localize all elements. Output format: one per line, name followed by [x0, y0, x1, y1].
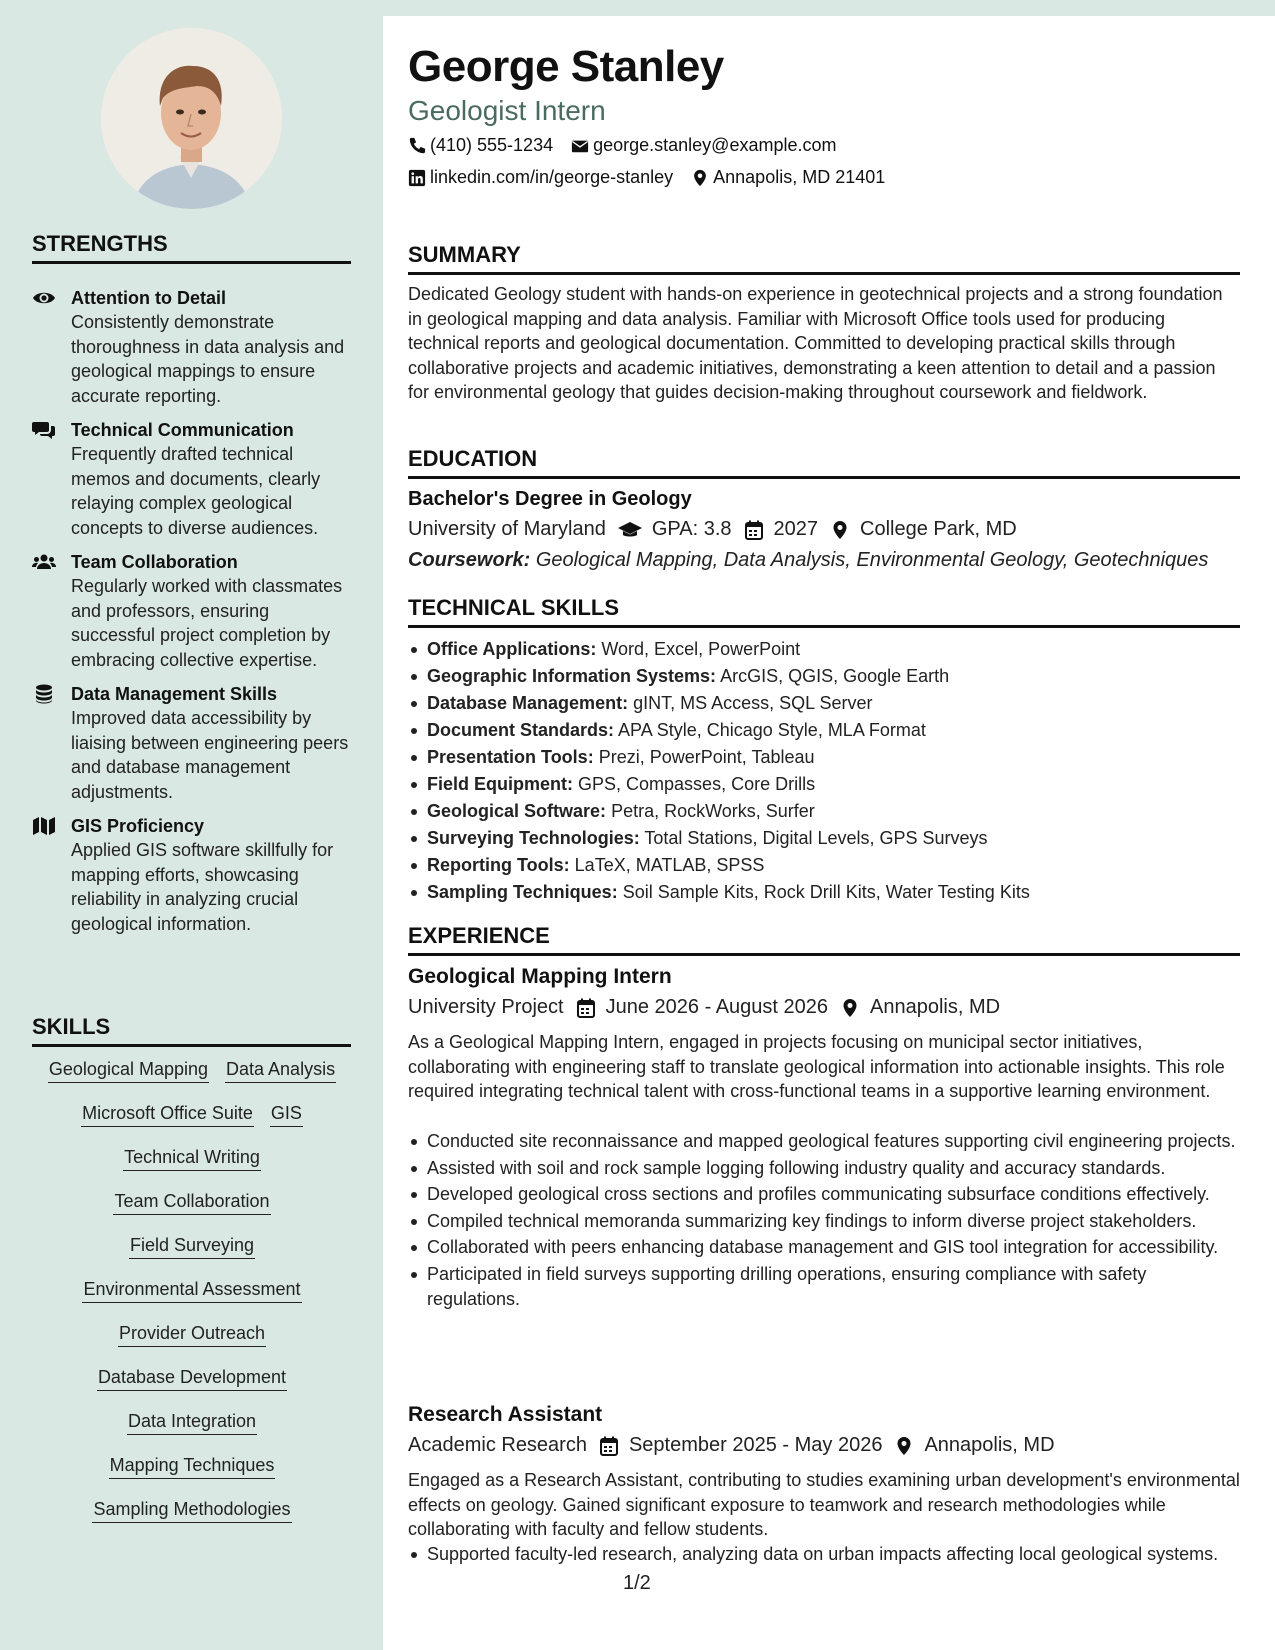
email-contact[interactable]: [571, 135, 836, 156]
map-marker-icon: [830, 520, 850, 540]
summary-text: Dedicated Geology student with hands-on experience in geotechnical projects and a strong foundation in geological mapping and data analysis. Familiar with Microsoft Office tools used for producing technical reports and geological documentation. Committed to developing practical skills through collaborative projects and academic initiatives, demonstrating a keen attention to detail and a passion for environmental geology that guides decision-making throughout coursework and fieldwork.: [408, 284, 1223, 403]
tech-skill-item: [408, 771, 1240, 798]
job-org-text: Academic Research: [408, 1434, 587, 1456]
tech-skill-item: [408, 636, 1240, 663]
job-meta: [408, 1434, 1067, 1457]
job-org: [408, 996, 564, 1019]
skill-tag: Geological Mapping: [48, 1058, 209, 1083]
job-summary: Engaged as a Research Assistant, contributing to studies examining urban development's environmental effects on geology. Gained significant exposure to teamwork and research methodologies while collaborating with faculty and fellow students.: [408, 1470, 1240, 1540]
tech-skill-value: Word, Excel, PowerPoint: [601, 639, 801, 659]
tech-skill-item: [408, 663, 1240, 690]
tech-skill-value: GPS, Compasses, Core Drills: [578, 774, 816, 794]
tech-skill-value: Petra, RockWorks, Surfer: [611, 801, 815, 821]
gpa-text: GPA: 3.8: [651, 518, 732, 540]
education-heading: EDUCATION: [408, 446, 1240, 479]
year-item: [744, 518, 819, 541]
tech-skill-value: Prezi, PowerPoint, Tableau: [598, 747, 815, 767]
strength-description: Regularly worked with classmates and professors, ensuring successful project completion by embracing collective expertise.: [71, 576, 343, 670]
job-bullets: [408, 1542, 1240, 1567]
experience-heading: EXPERIENCE: [408, 923, 1240, 956]
job-summary: As a Geological Mapping Intern, engaged in projects focusing on municipal sector initiatives, collaborating with engineering staff to translate geological information into actionable insights. This role required integrating technical talent with cross-functional teams in a supportive learning environment.: [408, 1032, 1225, 1102]
tech-skill-label: Geographic Information Systems:: [427, 666, 717, 686]
job-dates: [599, 1434, 883, 1457]
database-icon: [32, 684, 56, 704]
skill-tag: Environmental Assessment: [82, 1278, 301, 1303]
location-contact: [691, 167, 885, 188]
skills-list: [32, 1058, 352, 1542]
strength-item: [32, 418, 352, 540]
school-text: University of Maryland: [408, 518, 606, 540]
job-bullet: Collaborated with peers enhancing database management and GIS tool integration for accessibility.: [408, 1235, 1240, 1260]
tech-skill-value: Soil Sample Kits, Rock Drill Kits, Water Testing Kits: [622, 882, 1030, 902]
linkedin-contact[interactable]: [408, 167, 673, 188]
tech-skill-value: gINT, MS Access, SQL Server: [633, 693, 873, 713]
phone-contact[interactable]: [408, 135, 553, 156]
tech-skill-label: Geological Software:: [427, 801, 607, 821]
strength-item: [32, 814, 352, 936]
strength-title: Data Management Skills: [71, 684, 278, 704]
tech-skill-label: Field Equipment:: [427, 774, 573, 794]
year-text: 2027: [773, 518, 819, 540]
strength-item: [32, 550, 352, 672]
skill-tag: Field Surveying: [129, 1234, 255, 1259]
job-org-text: University Project: [408, 996, 564, 1018]
eye-icon: [32, 288, 56, 308]
degree-title: Bachelor's Degree in Geology: [408, 488, 692, 510]
top-accent-strip: [383, 0, 1275, 16]
skill-tag: Technical Writing: [123, 1146, 261, 1171]
skills-heading: SKILLS: [32, 1014, 351, 1047]
job-bullet: Participated in field surveys supporting drilling operations, ensuring compliance with safety regulations.: [408, 1262, 1240, 1311]
coursework-label: Coursework:: [408, 549, 531, 571]
comments-icon: [32, 420, 56, 440]
tech-skill-label: Sampling Techniques:: [427, 882, 618, 902]
skill-tag: Data Analysis: [225, 1058, 336, 1083]
technical-skills-heading: TECHNICAL SKILLS: [408, 595, 1240, 628]
tech-skill-value: APA Style, Chicago Style, MLA Format: [618, 720, 926, 740]
education-meta: [408, 518, 1029, 541]
skill-tag: Team Collaboration: [113, 1190, 270, 1215]
strength-title: Team Collaboration: [71, 552, 238, 572]
graduation-cap-icon: [618, 520, 642, 540]
tech-skill-item: [408, 798, 1240, 825]
calendar-icon: [744, 520, 764, 540]
tech-skill-item: [408, 744, 1240, 771]
linkedin-icon: [408, 169, 426, 187]
strength-description: Consistently demonstrate thoroughness in data analysis and geological mappings to ensure accurate reporting.: [71, 312, 345, 406]
map-marker-icon: [691, 169, 709, 187]
tech-skill-item: [408, 717, 1240, 744]
strength-description: Applied GIS software skillfully for mapping efforts, showcasing reliability in analyzing crucial geological information.: [71, 840, 334, 934]
tech-skill-item: [408, 879, 1240, 906]
strength-item: [32, 682, 352, 804]
strengths-list: [32, 286, 352, 946]
technical-skills-list: [408, 636, 1240, 906]
phone-text: (410) 555-1234: [430, 135, 554, 155]
job-bullet: Conducted site reconnaissance and mapped geological features supporting civil engineering projects.: [408, 1129, 1240, 1154]
strength-title: Technical Communication: [71, 420, 294, 440]
job-dates-text: June 2026 - August 2026: [605, 996, 829, 1018]
job-meta: [408, 996, 1012, 1019]
candidate-role: Geologist Intern: [408, 95, 606, 126]
tech-skill-label: Office Applications:: [427, 639, 597, 659]
strength-item: [32, 286, 352, 408]
portrait-photo: [101, 28, 282, 209]
tech-skill-label: Document Standards:: [427, 720, 615, 740]
tech-skill-label: Presentation Tools:: [427, 747, 594, 767]
strength-description: Frequently drafted technical memos and documents, clearly relaying complex geological concepts to diverse audiences.: [71, 444, 321, 538]
job-title: Geological Mapping Intern: [408, 965, 672, 988]
map-marker-icon: [840, 998, 860, 1018]
contact-line-2: [408, 167, 903, 188]
skill-tag: GIS: [270, 1102, 303, 1127]
avatar: [101, 28, 282, 209]
job-bullet: Compiled technical memoranda summarizing key findings to inform diverse project stakeholders.: [408, 1209, 1240, 1234]
coursework-line: [408, 549, 1208, 572]
job-location-text: Annapolis, MD: [924, 1434, 1055, 1456]
tech-skill-label: Reporting Tools:: [427, 855, 570, 875]
map-icon: [32, 816, 56, 836]
page-number: 1/2: [623, 1572, 651, 1594]
skill-tag: Mapping Techniques: [109, 1454, 276, 1479]
tech-skill-label: Database Management:: [427, 693, 629, 713]
job-bullet: Developed geological cross sections and profiles communicating subsurface conditions effectively.: [408, 1182, 1240, 1207]
job-dates-text: September 2025 - May 2026: [628, 1434, 883, 1456]
skill-tag: Data Integration: [127, 1410, 257, 1435]
strength-title: GIS Proficiency: [71, 816, 205, 836]
skill-tag: Provider Outreach: [118, 1322, 266, 1347]
strength-description: Improved data accessibility by liaising between engineering peers and database management adjustments.: [71, 708, 349, 802]
job-title: Research Assistant: [408, 1403, 603, 1426]
job-location: [840, 996, 1000, 1019]
location-text: Annapolis, MD 21401: [713, 167, 886, 187]
envelope-icon: [571, 137, 589, 155]
strengths-heading: STRENGTHS: [32, 231, 351, 264]
job-dates: [576, 996, 828, 1019]
contact-line-1: [408, 135, 855, 156]
calendar-icon: [599, 1436, 619, 1456]
skill-tag: Microsoft Office Suite: [81, 1102, 254, 1127]
job-location-text: Annapolis, MD: [870, 996, 1001, 1018]
job-bullets: [408, 1129, 1240, 1311]
calendar-icon: [576, 998, 596, 1018]
job-bullet: Supported faculty-led research, analyzing data on urban impacts affecting local geological systems.: [408, 1542, 1240, 1567]
tech-skill-item: [408, 690, 1240, 717]
phone-icon: [408, 137, 426, 155]
tech-skill-value: Total Stations, Digital Levels, GPS Surveys: [644, 828, 988, 848]
candidate-name: George Stanley: [408, 42, 724, 91]
school-name: [408, 518, 606, 541]
coursework-text: Geological Mapping, Data Analysis, Environmental Geology, Geotechniques: [535, 549, 1209, 571]
gpa-item: [618, 518, 732, 541]
job-location: [894, 1434, 1054, 1457]
tech-skill-item: [408, 852, 1240, 879]
tech-skill-value: LaTeX, MATLAB, SPSS: [574, 855, 765, 875]
linkedin-text: linkedin.com/in/george-stanley: [430, 167, 674, 187]
edu-location-item: [830, 518, 1017, 541]
map-marker-icon: [894, 1436, 914, 1456]
job-org: [408, 1434, 587, 1457]
tech-skill-item: [408, 825, 1240, 852]
skill-tag: Database Development: [97, 1366, 287, 1391]
skill-tag: Sampling Methodologies: [92, 1498, 291, 1523]
users-icon: [32, 552, 56, 572]
summary-heading: SUMMARY: [408, 242, 1240, 275]
tech-skill-label: Surveying Technologies:: [427, 828, 640, 848]
tech-skill-value: ArcGIS, QGIS, Google Earth: [720, 666, 950, 686]
edu-location-text: College Park, MD: [860, 518, 1017, 540]
email-text: george.stanley@example.com: [593, 135, 837, 155]
strength-title: Attention to Detail: [71, 288, 226, 308]
job-bullet: Assisted with soil and rock sample logging following industry quality and accuracy standards.: [408, 1156, 1240, 1181]
